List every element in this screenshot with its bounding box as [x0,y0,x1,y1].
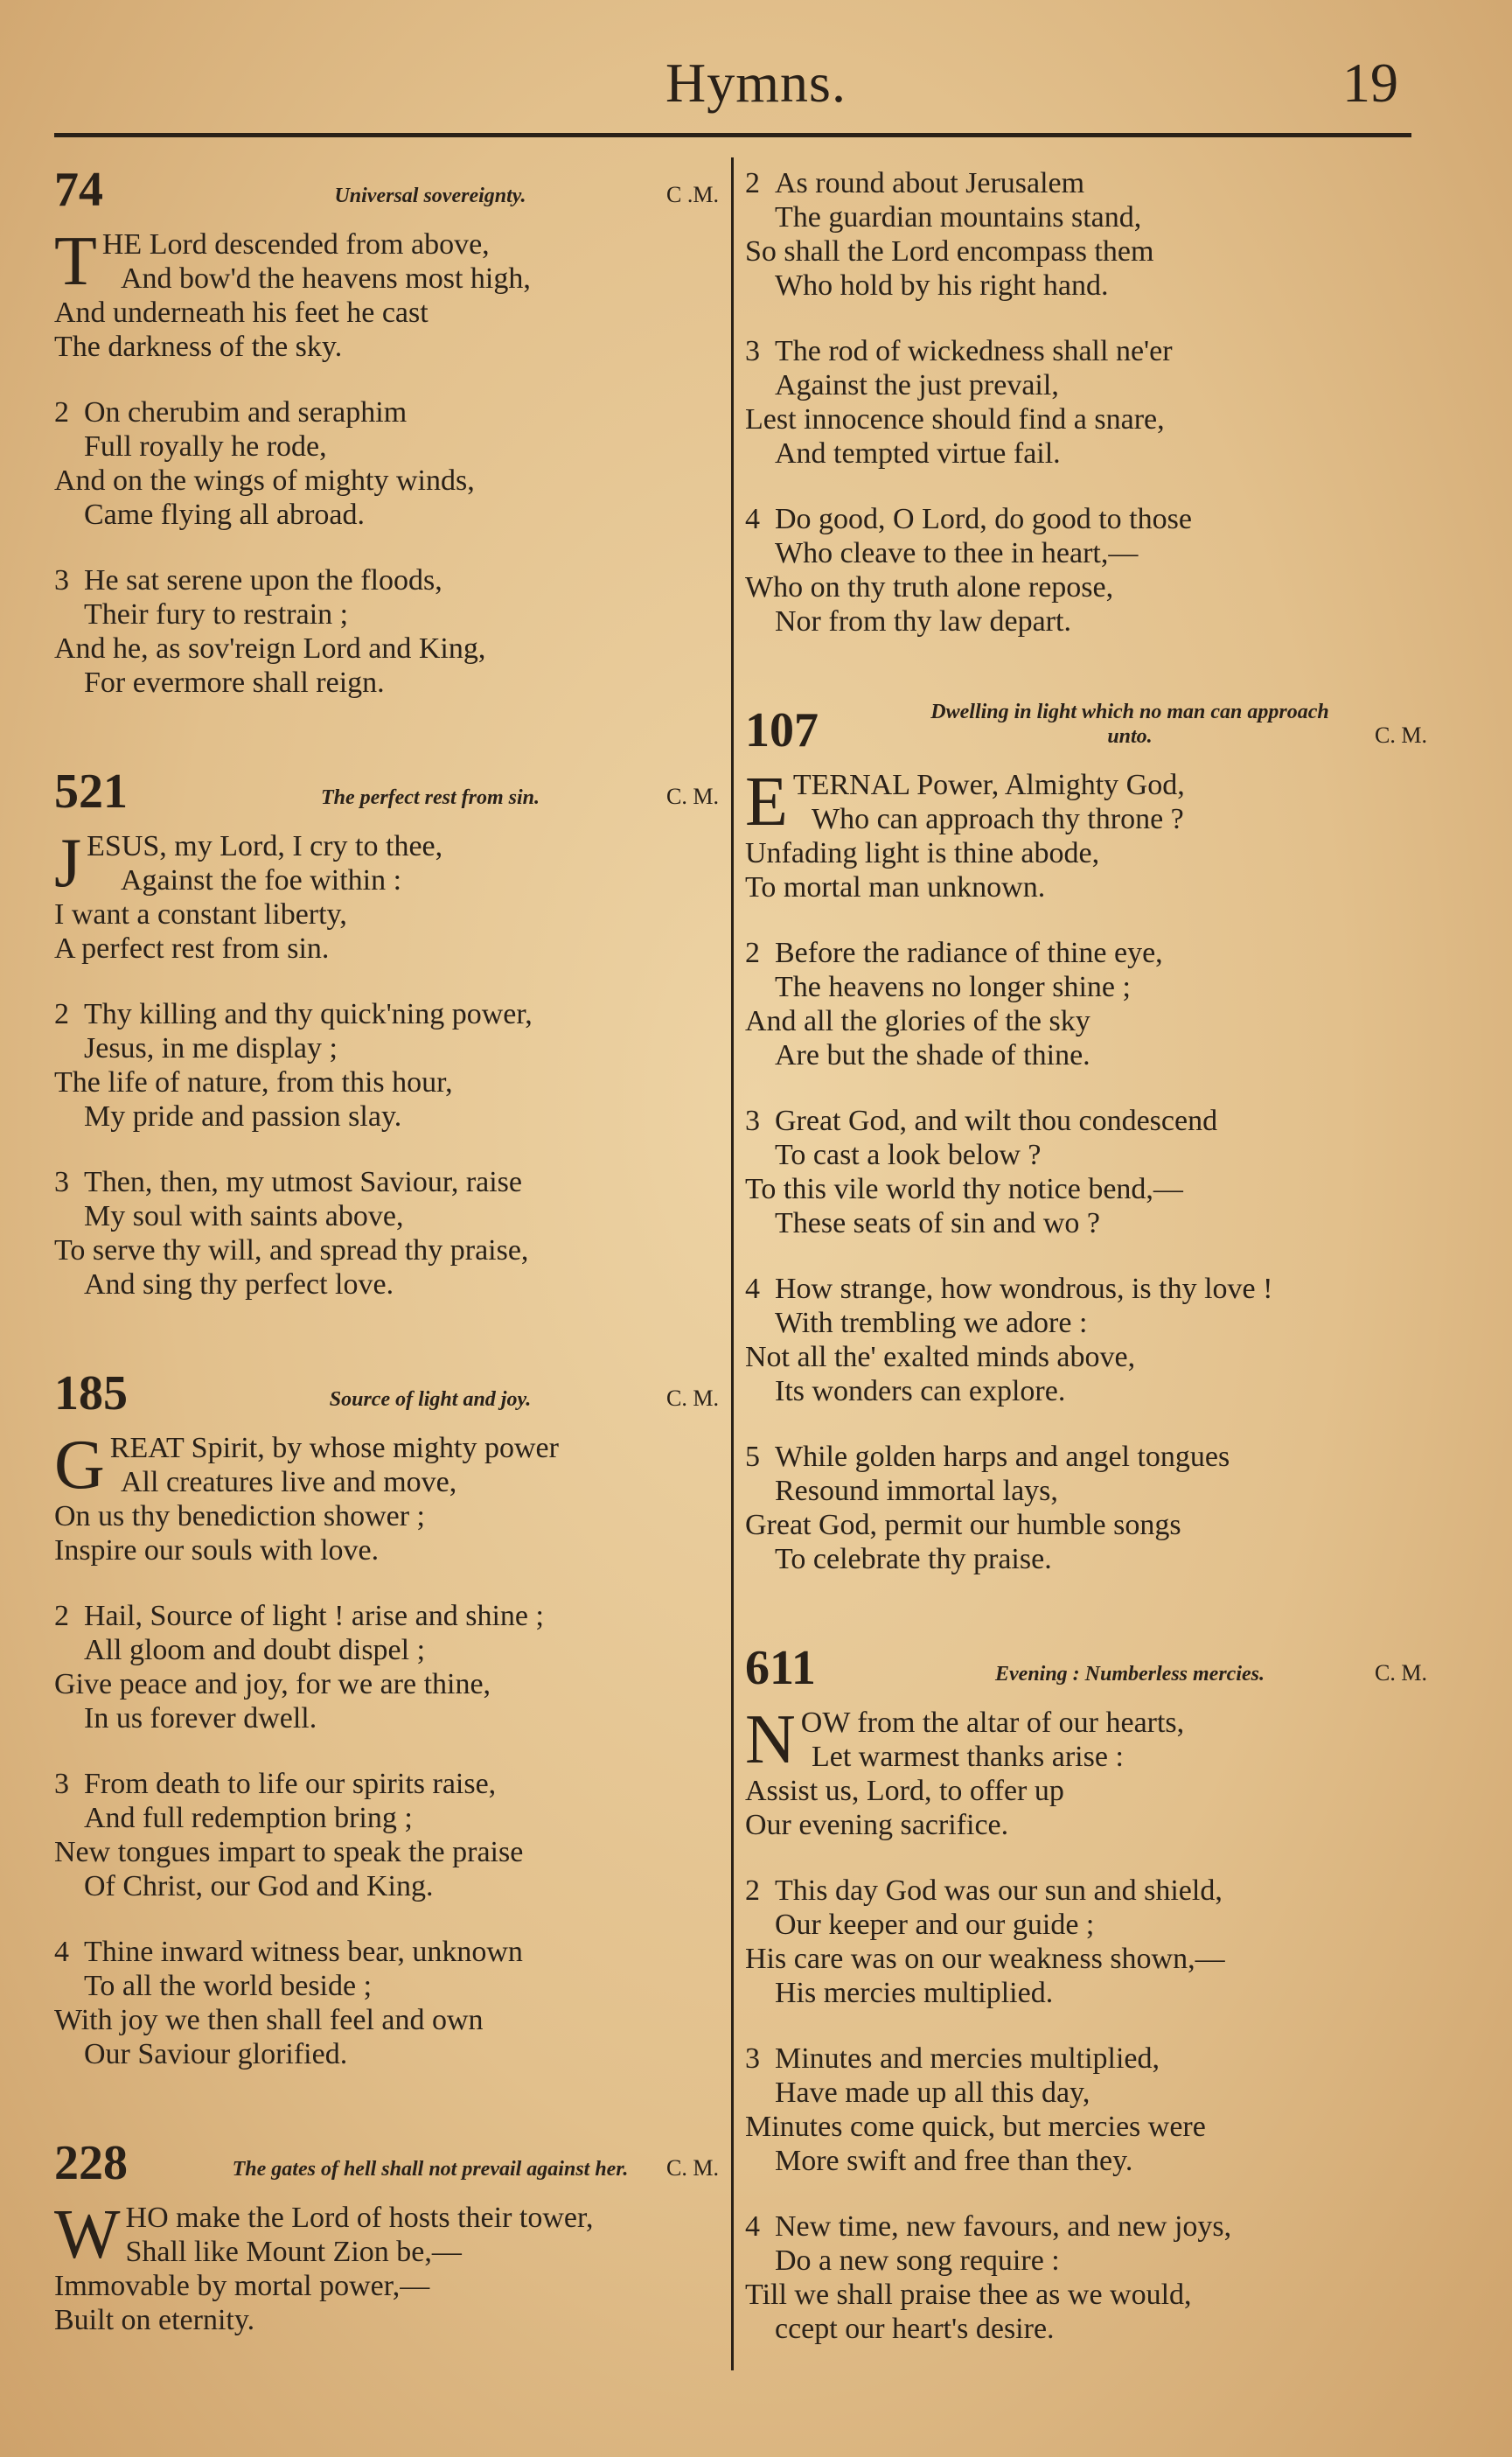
verse-line: Let warmest thanks arise : [812,1741,1124,1773]
hymn-meter: C. M. [1375,722,1427,748]
hymn-title: Source of light and joy. [329,1388,532,1411]
verse [745,334,1427,471]
verse [54,1935,719,2071]
verse-number: 3 [745,335,760,367]
verse-line: And sing thy perfect love. [84,1268,394,1301]
verse-line: Are but the shade of thine. [775,1039,1090,1071]
verse-line: Unfading light is thine abode, [745,837,1100,869]
verse-line: And full redemption bring ; [84,1802,413,1834]
verse-line: And all the glories of the sky [745,1005,1090,1037]
first-line-text: HO make the Lord of hosts their tower, [125,2202,594,2234]
hymn-title: Universal sovereignty. [334,185,526,207]
verse-line [745,1440,1427,1474]
hymn-number: 611 [745,1641,816,1695]
hymn-title: The gates of hell shall not prevail against her. [232,2158,629,2181]
verse-line: The guardian mountains stand, [775,201,1142,234]
verse-number: 4 [745,503,760,535]
verse-number: 2 [745,937,760,969]
verse-line [54,997,719,1031]
verse-line [54,1935,719,1969]
verse-line: The heavens no longer shine ; [775,971,1131,1003]
drop-cap: G [54,1427,105,1504]
verse-line: His care was on our weakness shown,— [745,1943,1225,1975]
first-line-text: OW from the altar of our hearts, [800,1707,1185,1739]
verse-line: All gloom and doubt dispel ; [84,1634,426,1666]
left-column [54,163,719,2405]
first-line-text: ESUS, my Lord, I cry to thee, [87,830,443,862]
verse-line-text: As round about Jerusalem [775,167,1085,199]
hymn-meter: C. M. [666,1386,719,1411]
hymn-meter: C. M. [1375,1660,1427,1686]
verse-line: Its wonders can explore. [775,1375,1066,1407]
verse-line-text: The rod of wickedness shall ne'er [775,335,1173,367]
verse [745,502,1427,639]
verse-line [745,2209,1427,2244]
hymn-meter: C. M. [666,784,719,809]
verse-line: To celebrate thy praise. [775,1543,1052,1575]
hymn-title: Evening : Numberless mercies. [995,1663,1265,1686]
verse [745,764,1427,904]
verse-line: Who can approach thy throne ? [812,803,1184,835]
verse-line [745,334,1427,368]
verse-line-text: Thy killing and thy quick'ning power, [84,998,533,1030]
verse-line: In us forever dwell. [84,1702,317,1735]
verse-line: To cast a look below ? [775,1139,1042,1171]
verse-line: For evermore shall reign. [84,667,385,699]
verse-line-text: New time, new favours, and new joys, [775,2210,1232,2243]
verse-line: To all the world beside ; [84,1970,373,2002]
verse-line: The life of nature, from this hour, [54,1066,453,1099]
hymn-meter: C .M. [666,182,719,207]
verse [745,2042,1427,2178]
verse-line: A perfect rest from sin. [54,932,330,965]
verse-line: Lest innocence should find a snare, [745,403,1165,436]
verse-line [54,563,719,597]
verse-line: Our evening sacrifice. [745,1809,1009,1841]
column-divider [731,157,734,2370]
verse-line [745,166,1427,200]
verse-number: 5 [745,1441,760,1473]
verse-number: 4 [54,1936,69,1968]
verse-line: All creatures live and move, [121,1466,457,1498]
verse-line [745,2042,1427,2076]
verse-line: New tongues impart to speak the praise [54,1836,524,1868]
hymn-header [745,1641,1427,1695]
verse-line: The darkness of the sky. [54,331,343,363]
verse-line [745,1272,1427,1306]
hymn-header [54,764,719,819]
verse-line-text: Before the radiance of thine eye, [775,937,1163,969]
verse-line: Our keeper and our guide ; [775,1909,1095,1941]
hymn-header [54,2136,719,2190]
verse-line: Who hold by his right hand. [775,269,1109,302]
verse-number: 3 [54,1768,69,1800]
verse-line: More swift and free than they. [775,2145,1133,2177]
drop-cap: W [54,2196,121,2273]
verse-line-text: How strange, how wondrous, is thy love ! [775,1273,1273,1305]
hymn [54,163,719,700]
drop-cap: T [54,223,97,300]
verse-line: Not all the' exalted minds above, [745,1341,1136,1373]
verse-number: 2 [54,998,69,1030]
verse-line: Give peace and joy, for we are thine, [54,1668,491,1700]
verse-number: 2 [745,167,760,199]
hymn [745,701,1427,1576]
verse-line: Against the foe within : [121,864,402,897]
verse-line: Jesus, in me display ; [84,1032,338,1064]
verse [54,395,719,532]
verse-line: Of Christ, our God and King. [84,1870,434,1902]
verse-line-text: Minutes and mercies multiplied, [775,2042,1160,2075]
verse-line-text: He sat serene upon the floods, [84,564,442,597]
verse-number: 4 [745,1273,760,1305]
hymn-title: The perfect rest from sin. [321,786,540,809]
page-title: Hymns. [665,52,847,114]
drop-cap: J [54,825,82,902]
verse-line: Nor from thy law depart. [775,605,1071,638]
verse-line-text: Then, then, my utmost Saviour, raise [84,1166,523,1198]
hymn-number: 74 [54,163,103,217]
verse-line: With joy we then shall feel and own [54,2004,484,2036]
verse-line: And he, as sov'reign Lord and King, [54,632,486,665]
hymn-number: 107 [745,703,819,757]
verse-line: On us thy benediction shower ; [54,1500,425,1532]
verse [54,1427,719,1567]
verse-line: Built on eternity. [54,2304,255,2336]
verse-line: Do a new song require : [775,2244,1060,2277]
verse-line [54,1165,719,1199]
verse-line: Our Saviour glorified. [84,2038,348,2070]
verse-line: Their fury to restrain ; [84,598,349,631]
verse [54,997,719,1134]
verse-line: To serve thy will, and spread thy praise, [54,1234,529,1267]
verse [54,1165,719,1302]
verse-line: Inspire our souls with love. [54,1534,380,1567]
verse-line: Full royally he rode, [84,430,327,463]
drop-cap: E [745,764,788,841]
verse-line [54,1767,719,1801]
verse-line: My pride and passion slay. [84,1100,402,1133]
hymn [54,2136,719,2337]
verse-line: And tempted virtue fail. [775,437,1061,470]
verse [745,1701,1427,1842]
verse-line-text: From death to life our spirits raise, [84,1768,497,1800]
verse-number: 3 [54,1166,69,1198]
verse-number: 3 [54,564,69,597]
first-line-text: REAT Spirit, by whose mighty power [109,1432,559,1464]
hymn [745,166,1427,639]
verse-line: Shall like Mount Zion be,— [125,2236,462,2268]
verse-number: 2 [745,1874,760,1907]
verse-line-text: Thine inward witness bear, unknown [84,1936,523,1968]
verse-line-text: On cherubim and seraphim [84,396,408,429]
hymn [54,1366,719,2071]
verse-line: Minutes come quick, but mercies were [745,2111,1206,2143]
first-line-text: HE Lord descended from above, [101,228,490,261]
first-line-text: TERNAL Power, Almighty God, [792,769,1185,801]
verse-line [745,1874,1427,1908]
hymn [745,1641,1427,2346]
hymn-header [54,163,719,217]
verse [54,825,719,966]
verse [745,1874,1427,2010]
verse-line: Have made up all this day, [775,2077,1090,2109]
verse-line: Resound immortal lays, [775,1475,1058,1507]
verse-line: His mercies multiplied. [775,1977,1054,2009]
verse-line-text: While golden harps and angel tongues [775,1441,1230,1473]
verse [745,166,1427,303]
hymn [54,764,719,1302]
verse-number: 2 [54,396,69,429]
verse [745,1104,1427,1240]
verse-line: ccept our heart's desire. [775,2313,1055,2345]
page-number: 19 [1342,52,1398,114]
hymn-number: 228 [54,2136,128,2190]
verse [745,1272,1427,1408]
verse-line: Great God, permit our humble songs [745,1509,1181,1541]
verse [54,223,719,364]
verse-line: And underneath his feet he cast [54,297,429,329]
drop-cap: N [745,1701,796,1778]
right-column [745,166,1427,2414]
verse [745,1440,1427,1576]
hymn-header [745,701,1427,757]
verse-line [54,1599,719,1633]
verse-line: With trembling we adore : [775,1307,1088,1339]
verse-line: To mortal man unknown. [745,871,1046,904]
hymn-header [54,1366,719,1420]
verse-line: Against the just prevail, [775,369,1059,401]
verse-line: Who cleave to thee in heart,— [775,537,1139,569]
verse-line: And bow'd the heavens most high, [121,262,531,295]
verse-line: Immovable by mortal power,— [54,2270,430,2302]
verse-number: 3 [745,1105,760,1137]
hymn-number: 185 [54,1366,128,1420]
verse-line: Who on thy truth alone repose, [745,571,1114,604]
verse-line-text: Do good, O Lord, do good to those [775,503,1192,535]
header-rule [54,133,1411,137]
verse-line: So shall the Lord encompass them [745,235,1154,268]
verse-line [54,395,719,429]
verse-line: I want a constant liberty, [54,898,347,931]
verse-line-text: Hail, Source of light ! arise and shine ; [84,1600,544,1632]
verse [54,1599,719,1735]
verse-line-text: This day God was our sun and shield, [775,1874,1223,1907]
verse [54,563,719,700]
hymn-meter: C. M. [666,2155,719,2181]
verse-line [745,1104,1427,1138]
verse-line: My soul with saints above, [84,1200,404,1232]
verse-line: Assist us, Lord, to offer up [745,1775,1064,1807]
verse [745,2209,1427,2346]
hymn-title: Dwelling in light which no man can approach unto. [930,701,1329,748]
verse [54,2196,719,2337]
verse-line [745,502,1427,536]
verse-number: 3 [745,2042,760,2075]
verse-line: These seats of sin and wo ? [775,1207,1101,1239]
verse-number: 4 [745,2210,760,2243]
verse-line: Came flying all abroad. [84,499,366,531]
verse-line-text: Great God, and wilt thou condescend [775,1105,1218,1137]
verse-line: To this vile world thy notice bend,— [745,1173,1183,1205]
verse-line: And on the wings of mighty winds, [54,464,475,497]
verse [745,936,1427,1072]
verse-line: Till we shall praise thee as we would, [745,2279,1192,2311]
hymn-number: 521 [54,764,128,819]
verse-number: 2 [54,1600,69,1632]
verse [54,1767,719,1903]
verse-line [745,936,1427,970]
